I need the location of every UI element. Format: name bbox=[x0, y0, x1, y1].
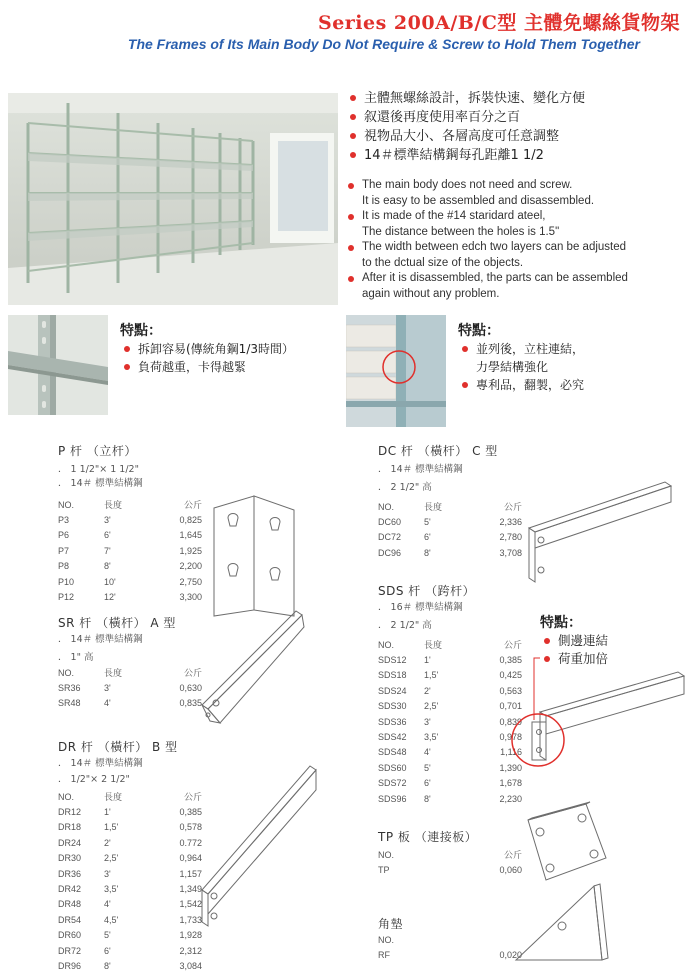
feature-en-line: The main body does not need and screw. bbox=[362, 179, 573, 191]
cell-no: P8 bbox=[58, 561, 70, 572]
cell-no: DR96 bbox=[58, 960, 82, 971]
cell-weight: 0,385 bbox=[179, 807, 202, 818]
dr-beam-table bbox=[58, 789, 202, 974]
cell-length: 4' bbox=[424, 747, 431, 758]
cell-weight: 0,385 bbox=[499, 655, 522, 666]
p-post-table bbox=[58, 497, 202, 605]
cell-weight: 0,020 bbox=[499, 950, 522, 961]
p-post-spec: ． 14＃ 標準結構鋼 bbox=[58, 478, 143, 489]
feature-zh-item: 主體無螺絲設計，拆裝快速、變化方便 bbox=[348, 89, 678, 108]
table-row bbox=[58, 943, 202, 958]
col-header: NO. bbox=[378, 849, 395, 860]
cell-no: P7 bbox=[58, 545, 70, 556]
table-row bbox=[58, 958, 202, 973]
sr-beam-spec: ． 1" 高 bbox=[58, 652, 94, 663]
table-row bbox=[58, 574, 202, 589]
cell-no: SDS96 bbox=[378, 793, 407, 804]
feature-zh-item: 視物品大小、各層高度可任意調整 bbox=[348, 127, 678, 146]
tp-plate-section bbox=[378, 828, 522, 878]
dr-beam-drawing bbox=[196, 760, 320, 930]
table-row bbox=[58, 866, 202, 881]
dc-beam-table bbox=[378, 499, 522, 561]
cell-length: 8' bbox=[424, 547, 431, 558]
paper-stock-detail-photo bbox=[346, 315, 446, 427]
cell-no: DR24 bbox=[58, 837, 82, 848]
cell-weight: 3,084 bbox=[179, 960, 202, 971]
table-row bbox=[58, 820, 202, 835]
cell-length: 4' bbox=[104, 899, 111, 910]
cell-length: 5' bbox=[424, 517, 431, 528]
cell-length: 8' bbox=[104, 561, 111, 572]
tp-plate-title: TP 板 （連接板） bbox=[378, 830, 478, 844]
cell-weight: 3,300 bbox=[179, 592, 202, 603]
col-header: 公斤 bbox=[183, 668, 202, 679]
cell-weight: 0,701 bbox=[499, 701, 522, 712]
sds-beam-spec: ． 2 1/2" 高 bbox=[378, 620, 432, 631]
sr-beam-section bbox=[58, 614, 202, 711]
table-row bbox=[58, 543, 202, 558]
table-row bbox=[58, 804, 202, 819]
col-header: NO. bbox=[378, 501, 395, 512]
col-header: 長度 bbox=[104, 668, 123, 679]
cell-weight: 2,312 bbox=[179, 945, 202, 956]
cell-weight: 0,825 bbox=[179, 515, 202, 526]
tp-plate-drawing bbox=[522, 796, 612, 886]
callout-line bbox=[534, 658, 540, 720]
paper-stock-detail-illustration bbox=[346, 315, 446, 427]
cell-no: DC72 bbox=[378, 532, 402, 543]
cell-no: DR12 bbox=[58, 807, 82, 818]
page-title: Series 200A/B/C型 主體免螺絲貨物架 bbox=[317, 12, 680, 34]
cell-weight: 2,336 bbox=[499, 517, 522, 528]
dr-beam-spec: ． 14＃ 標準結構鋼 bbox=[58, 758, 143, 769]
cell-no: SDS48 bbox=[378, 747, 407, 758]
col-header: NO. bbox=[378, 639, 395, 650]
sr-beam-spec: ． 14＃ 標準結構鋼 bbox=[58, 634, 143, 645]
cell-length: 4' bbox=[104, 698, 111, 709]
sds-beam-drawing bbox=[478, 652, 686, 792]
cell-weight: 3,708 bbox=[499, 547, 522, 558]
cell-length: 3' bbox=[104, 868, 111, 879]
cell-weight: 1,928 bbox=[179, 930, 202, 941]
feature-en-line: again without any problem. bbox=[362, 287, 500, 300]
dc-beam-title: DC 杆 （橫杆） C 型 bbox=[378, 444, 498, 458]
cell-no: DR42 bbox=[58, 884, 82, 895]
feature-en-line: After it is disassembled, the parts can be assembled bbox=[362, 272, 628, 284]
cell-length: 2,5' bbox=[104, 853, 119, 864]
detail-left-item: 負荷越重，卡得越緊 bbox=[122, 358, 340, 376]
cell-weight: 0,964 bbox=[179, 853, 202, 864]
cell-no: DC96 bbox=[378, 547, 402, 558]
feature-en-item bbox=[346, 271, 682, 287]
cell-no: TP bbox=[378, 865, 390, 876]
cell-weight: 0,563 bbox=[499, 685, 522, 696]
detail-right-item: 專利品，翻製，必究 bbox=[460, 376, 678, 394]
cell-no: DR18 bbox=[58, 822, 82, 833]
rf-corner-title: 角墊 bbox=[378, 917, 404, 931]
cell-no: SDS24 bbox=[378, 685, 407, 696]
features-english-list bbox=[346, 178, 682, 302]
dc-beam-section bbox=[378, 442, 522, 561]
cell-length: 1,5' bbox=[424, 670, 439, 681]
col-header: 長度 bbox=[104, 500, 123, 511]
dc-beam-spec: ． 14＃ 標準結構鋼 bbox=[378, 464, 463, 475]
feature-en-line: to the dctual size of the objects. bbox=[362, 256, 524, 269]
cell-no: DR48 bbox=[58, 899, 82, 910]
p-post-drawing bbox=[210, 488, 300, 618]
feature-en-line: It is made of the #14 staridard ateel, bbox=[362, 210, 546, 222]
dr-beam-spec: ． 1/2"× 2 1/2" bbox=[58, 774, 130, 785]
table-row bbox=[58, 696, 202, 711]
col-header: 長度 bbox=[424, 640, 443, 651]
cell-length: 1' bbox=[104, 807, 111, 818]
sr-beam-drawing bbox=[196, 605, 306, 730]
dr-beam-title: DR 杆 （橫杆） B 型 bbox=[58, 740, 178, 754]
cell-length: 8' bbox=[104, 960, 111, 971]
table-row bbox=[58, 835, 202, 850]
cell-weight: 0,839 bbox=[499, 716, 522, 727]
col-header: 公斤 bbox=[503, 640, 522, 651]
feature-en-item bbox=[346, 240, 682, 256]
cell-no: SDS42 bbox=[378, 732, 407, 743]
cell-length: 5' bbox=[104, 930, 111, 941]
cell-no: RF bbox=[378, 950, 390, 961]
warehouse-shelving-photo bbox=[8, 93, 338, 305]
sds-features-title: 特點： bbox=[540, 615, 582, 631]
table-row bbox=[58, 912, 202, 927]
sds-beam-spec: ． 16＃ 標準結構鋼 bbox=[378, 602, 463, 613]
cell-length: 5' bbox=[424, 762, 431, 773]
cell-weight: 1,542 bbox=[179, 899, 202, 910]
cell-weight: 1,390 bbox=[499, 762, 522, 773]
table-row bbox=[58, 559, 202, 574]
col-header: 長度 bbox=[104, 792, 123, 803]
cell-weight: 2,200 bbox=[179, 561, 202, 572]
cell-weight: 0,578 bbox=[179, 822, 202, 833]
col-header: 公斤 bbox=[503, 502, 522, 513]
cell-length: 6' bbox=[424, 778, 431, 789]
sds-feature-item: 荷重加倍 bbox=[542, 650, 680, 668]
cell-no: SDS72 bbox=[378, 778, 407, 789]
table-row bbox=[58, 512, 202, 527]
cell-no: SR36 bbox=[58, 683, 81, 694]
cell-length: 2' bbox=[424, 685, 431, 696]
warehouse-shelving-illustration bbox=[8, 93, 338, 305]
cell-weight: 1,733 bbox=[179, 914, 202, 925]
table-row bbox=[58, 897, 202, 912]
table-row bbox=[378, 947, 522, 962]
cell-weight: 2,780 bbox=[499, 532, 522, 543]
dc-beam-drawing bbox=[525, 478, 675, 588]
cell-length: 6' bbox=[104, 945, 111, 956]
cell-weight: 1,157 bbox=[179, 868, 202, 879]
cell-length: 3' bbox=[104, 683, 111, 694]
cell-weight: 1,116 bbox=[500, 747, 522, 758]
feature-en-line: The distance between the holes is 1.5" bbox=[362, 225, 560, 238]
cell-length: 3' bbox=[424, 716, 431, 727]
detail-right-features bbox=[458, 320, 678, 394]
cell-length: 1,5' bbox=[104, 822, 119, 833]
sds-beam-title: SDS 杆 （跨杆） bbox=[378, 584, 476, 598]
feature-zh-item: 14＃標準結構鋼每孔距離1 1/2 bbox=[348, 146, 678, 165]
dr-beam-section bbox=[58, 738, 202, 974]
cell-no: P12 bbox=[58, 592, 75, 603]
cell-no: DR72 bbox=[58, 945, 82, 956]
cell-weight: 1,925 bbox=[179, 545, 202, 556]
feature-en-item bbox=[346, 209, 682, 225]
detail-left-title: 特點： bbox=[120, 323, 162, 339]
cell-weight: 1,349 bbox=[179, 884, 202, 895]
col-header: NO. bbox=[58, 791, 75, 802]
cell-no: P6 bbox=[58, 530, 70, 541]
feature-en-line: The width between edch two layers can be adjusted bbox=[362, 241, 627, 253]
cell-weight: 0,630 bbox=[179, 683, 202, 694]
col-header: NO. bbox=[58, 667, 75, 678]
cell-length: 6' bbox=[104, 530, 111, 541]
cell-no: P3 bbox=[58, 515, 70, 526]
table-row bbox=[378, 791, 522, 806]
sr-beam-table bbox=[58, 665, 202, 711]
cell-length: 3' bbox=[104, 515, 111, 526]
cell-no: SDS60 bbox=[378, 762, 407, 773]
cell-length: 10' bbox=[104, 576, 116, 587]
features-chinese-list bbox=[348, 89, 678, 165]
cell-weight: 1,645 bbox=[179, 530, 202, 541]
cell-no: DR54 bbox=[58, 914, 82, 925]
cell-weight: 0,978 bbox=[499, 732, 522, 743]
rf-corner-table bbox=[378, 932, 522, 963]
cell-length: 3,5' bbox=[104, 884, 119, 895]
cell-length: 8' bbox=[424, 793, 431, 804]
cell-length: 3,5' bbox=[424, 732, 439, 743]
post-beam-detail-illustration bbox=[8, 315, 108, 415]
cell-length: 4,5' bbox=[104, 914, 119, 925]
cell-no: DR60 bbox=[58, 930, 82, 941]
cell-weight: 0,425 bbox=[499, 670, 522, 681]
cell-length: 1' bbox=[424, 655, 431, 666]
detail-right-item: 並列後，立柱連結， bbox=[460, 340, 678, 358]
cell-no: P10 bbox=[58, 576, 75, 587]
cell-no: DC60 bbox=[378, 517, 402, 528]
cell-no: SDS18 bbox=[378, 670, 407, 681]
rf-corner-section bbox=[378, 915, 522, 963]
table-row bbox=[58, 589, 202, 604]
detail-left-item: 拆卸容易(傳統角鋼1/3時間） bbox=[122, 340, 340, 358]
col-header: 公斤 bbox=[183, 792, 202, 803]
detail-left-features bbox=[120, 320, 340, 376]
detail-right-title: 特點： bbox=[458, 323, 500, 339]
p-post-spec: ． 1 1/2"× 1 1/2" bbox=[58, 464, 139, 475]
table-row bbox=[378, 545, 522, 560]
dc-beam-spec: ． 2 1/2" 高 bbox=[378, 482, 432, 493]
tp-plate-table bbox=[378, 847, 522, 878]
cell-no: SDS36 bbox=[378, 716, 407, 727]
cell-no: SR48 bbox=[58, 698, 81, 709]
cell-no: SDS12 bbox=[378, 655, 407, 666]
col-header: 長度 bbox=[424, 502, 443, 513]
col-header: 公斤 bbox=[503, 850, 522, 861]
cell-no: DR36 bbox=[58, 868, 82, 879]
cell-length: 2' bbox=[104, 837, 111, 848]
cell-length: 6' bbox=[424, 532, 431, 543]
sr-beam-title: SR 杆 （橫杆） A 型 bbox=[58, 616, 176, 630]
table-row bbox=[58, 528, 202, 543]
p-post-title: P 杆 （立杆） bbox=[58, 444, 137, 458]
cell-no: DR30 bbox=[58, 853, 82, 864]
sds-feature-item: 側邊連結 bbox=[542, 632, 680, 650]
cell-weight: 2,230 bbox=[499, 793, 522, 804]
col-header: NO. bbox=[378, 934, 395, 945]
detail-right-item-cont: 力學結構強化 bbox=[476, 360, 549, 374]
cell-length: 12' bbox=[104, 592, 116, 603]
p-post-section bbox=[58, 442, 202, 605]
page-subtitle: The Frames of Its Main Body Do Not Require & Screw to Hold Them Together bbox=[127, 36, 640, 52]
cell-length: 7' bbox=[104, 545, 111, 556]
post-beam-detail-photo bbox=[8, 315, 108, 415]
cell-no: SDS30 bbox=[378, 701, 407, 712]
feature-en-item bbox=[346, 178, 682, 194]
cell-length: 2,5' bbox=[424, 701, 439, 712]
cell-weight: 0,060 bbox=[499, 865, 522, 876]
feature-zh-item: 叙還後再度使用率百分之百 bbox=[348, 108, 678, 127]
feature-en-line: It is easy to be assembled and disassembled. bbox=[362, 194, 595, 207]
table-row bbox=[378, 530, 522, 545]
table-row bbox=[58, 851, 202, 866]
col-header: NO. bbox=[58, 499, 75, 510]
table-row bbox=[378, 862, 522, 877]
table-row bbox=[58, 881, 202, 896]
col-header: 公斤 bbox=[183, 500, 202, 511]
table-row bbox=[58, 928, 202, 943]
cell-weight: 0.772 bbox=[179, 837, 202, 848]
rf-corner-drawing bbox=[510, 880, 620, 968]
table-row bbox=[58, 680, 202, 695]
cell-weight: 1,678 bbox=[499, 778, 522, 789]
cell-weight: 0,835 bbox=[179, 698, 202, 709]
cell-weight: 2,750 bbox=[179, 576, 202, 587]
table-row bbox=[378, 514, 522, 529]
